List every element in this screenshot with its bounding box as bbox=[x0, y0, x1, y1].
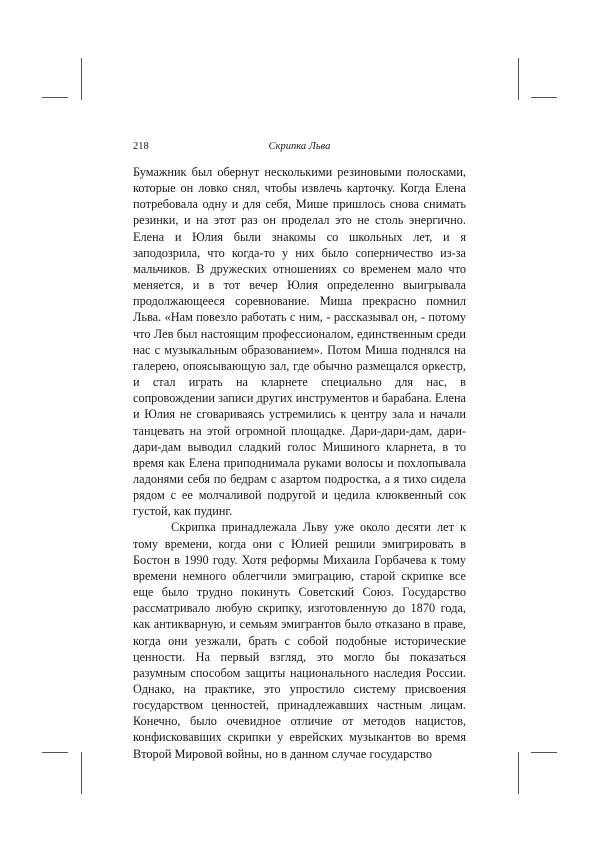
crop-mark-top-left-vertical bbox=[81, 58, 82, 100]
crop-mark-bottom-left-horizontal bbox=[42, 752, 68, 753]
crop-mark-top-left-horizontal bbox=[42, 97, 68, 98]
running-title: Скрипка Льва bbox=[268, 141, 331, 152]
page-header bbox=[133, 141, 466, 157]
page-number: 218 bbox=[133, 141, 149, 152]
page-body bbox=[133, 164, 466, 762]
crop-mark-top-right-horizontal bbox=[531, 97, 557, 98]
paragraph-2: Скрипка принадлежала Льву уже около десяти лет к тому времени, когда они с Юлией решили эмигрировать в Бостон в 1990 году. Хотя реформы Михаила Горбачева к тому времени немного облегчили эмиграцию, старой скрипке все еще было трудно покинуть Советский Союз. Государство рассматривало любую скрипку, изготовленную до 1870 года, как антикварную, и семьям эмигрантов было отказано в праве, когда они уезжали, брать с собой подобные исторические ценности. На первый взгляд, это могло бы показаться разумным способом защиты национального наследия России. Однако, на практике, это упростило систему присвоения государством ценностей, принадлежавших частным лицам. Конечно, было очевидное отличие от методов нацистов, конфисковавших скрипки у еврейских музыкантов во время Второй Мировой войны, но в данном случае государство bbox=[133, 520, 466, 761]
paragraph-1: Бумажник был обернут несколькими резиновыми полосками, которые он ловко снял, чтобы извлечь карточку. Когда Елена потребовала одну и для себя, Мише пришлось снова снимать резинки, и на этот раз он проделал это не столь энергично. Елена и Юлия были знакомы со школьных лет, и я заподозрила, что когда-то у них было соперничество из-за мальчиков. В дружеских отношениях со временем мало что меняется, и в тот вечер Юлия определенно выигрывала продолжающееся соревнование. Миша прекрасно помнил Льва. «Нам повезло работать с ним, - рассказывал он, - потому что Лев был настоящим профессионалом, единственным среди нас с музыкальным образованием». Потом Миша поднялся на галерею, опоясывающую зал, где обычно размещался оркестр, и стал играть на кларнете специально для нас, в сопровождении записи других инструментов и барабана. Елена и Юлия не сговариваясь устремились к центру зала и начали танцевать на этой огромной площадке. Дари-дари-дам, дари-дари-дам выводил сладкий голос Мишиного кларнета, в то время как Елена приподнимала руками волосы и похлопывала ладонями себя по бедрам с азартом подростка, а я тихо сидела рядом с ее молчаливой подругой и цедила клюквенный сок густой, как пудинг. bbox=[133, 165, 466, 519]
crop-mark-bottom-left-vertical bbox=[81, 752, 82, 794]
crop-mark-bottom-right-horizontal bbox=[531, 752, 557, 753]
crop-mark-bottom-right-vertical bbox=[518, 752, 519, 794]
crop-mark-top-right-vertical bbox=[518, 58, 519, 100]
